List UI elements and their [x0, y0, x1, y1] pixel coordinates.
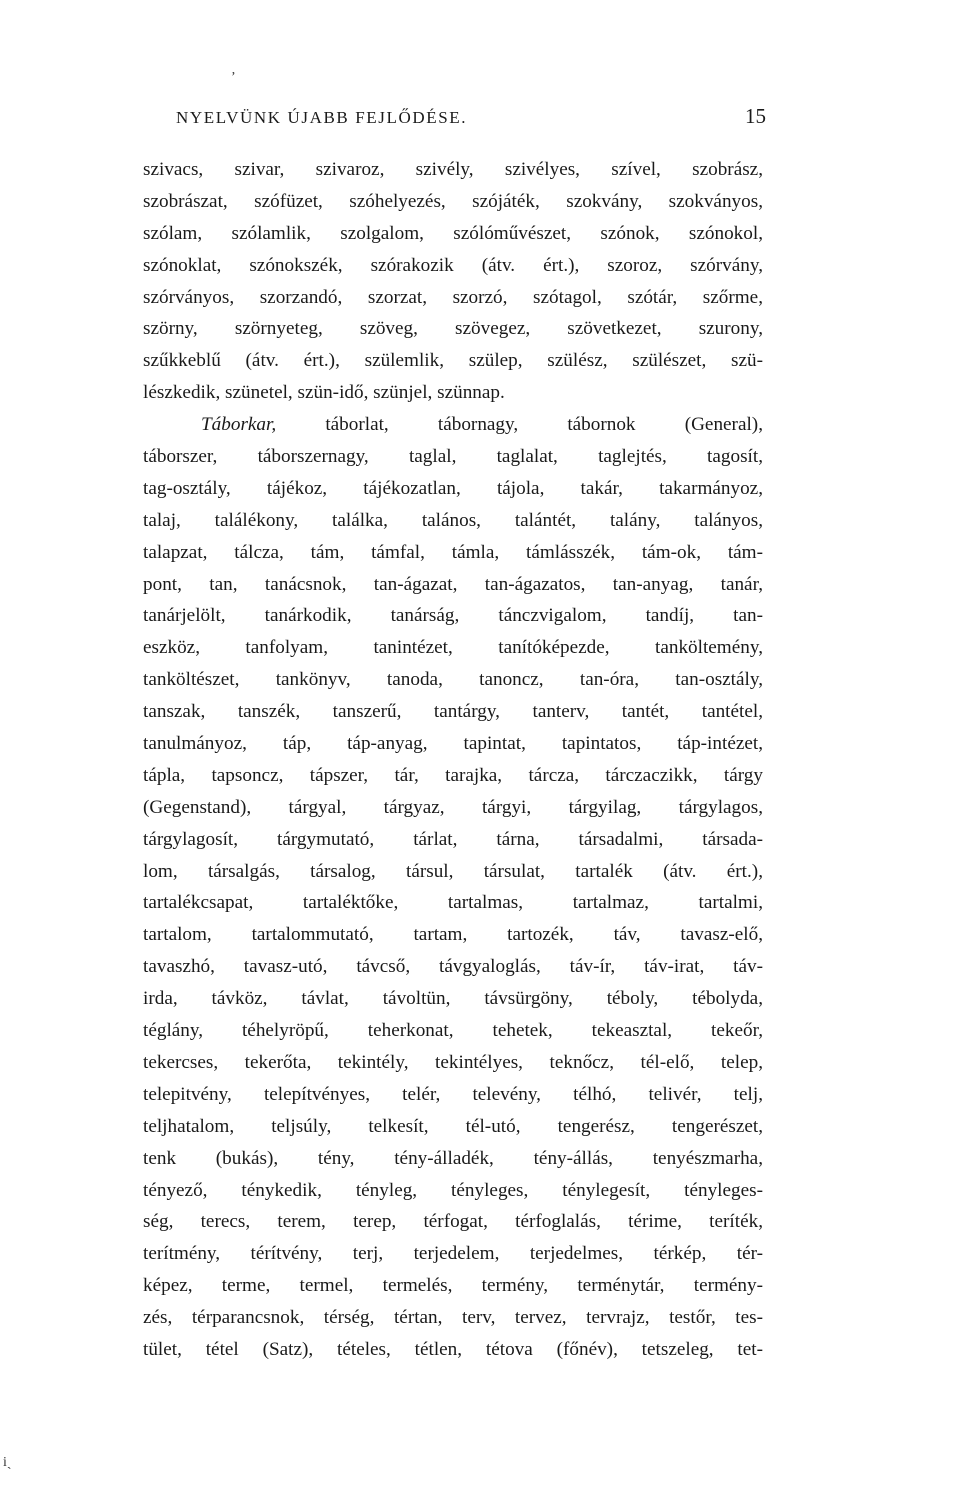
text-line: eszköz, tanfolyam, tanintézet, tanítóképezde, tanköltemény, — [143, 637, 763, 659]
text-line: szobrászat, szófüzet, szóhelyezés, szójáték, szokvány, szokványos, — [143, 190, 763, 212]
running-head: NYELVÜNK ÚJABB FEJLŐDÉSE. — [176, 108, 468, 127]
text-line: tag-osztály, tájékoz, tájékozatlan, tájola, takár, takarmányoz, — [143, 477, 763, 499]
paragraph-start-line — [143, 409, 763, 441]
text-line: tárgylagosít, tárgymutató, tárlat, tárna, társadalmi, társada- — [143, 828, 763, 850]
text-line: tület, tétel (Satz), tételes, tétlen, tétova (főnév), tetszeleg, tet- — [143, 1338, 763, 1360]
text-line: szivacs, szivar, szivaroz, szivély, szivélyes, szível, szobrász, — [143, 159, 763, 180]
text-line: szörny, szörnyeteg, szöveg, szövegez, szövetkezet, szurony, — [143, 318, 763, 340]
text-line: szólam, szólamlik, szolgalom, szólóművészet, szónok, szónokol, — [143, 222, 763, 244]
page-number: 15 — [745, 104, 766, 128]
margin-speck: iˎ — [3, 1455, 12, 1470]
text-line: tenk (bukás), tény, tény-álladék, tény-állás, tenyészmarha, — [143, 1147, 763, 1169]
text-line: zés, térparancsnok, térség, tértan, terv, tervez, tervrajz, testőr, tes- — [143, 1307, 763, 1329]
text-line: talaj, találékony, találka, talános, talántét, talány, talányos, — [143, 509, 763, 531]
text-line: talapzat, tálcza, tám, támfal, támla, támlásszék, tám-ok, tám- — [143, 541, 763, 563]
text-line: tényező, ténykedik, tényleg, tényleges, ténylegesít, tényleges- — [143, 1179, 763, 1201]
text-span: táborlat, tábornagy, tábornok (General), — [276, 414, 763, 436]
text-line: tanszak, tanszék, tanszerű, tantárgy, tanterv, tantét, tantétel, — [143, 701, 763, 723]
text-line: tekercses, tekerőta, tekintély, tekintélyes, teknőcz, tél-elő, telep, — [143, 1051, 763, 1073]
top-speck: ’ — [231, 70, 236, 85]
text-line: telepitvény, telepítvényes, telér, televény, télhó, telivér, telj, — [143, 1083, 763, 1105]
text-line: ség, terecs, terem, terep, térfogat, térfoglalás, térime, teríték, — [143, 1211, 763, 1233]
text-line: szűkkeblű (átv. ért.), szülemlik, szülep, szülész, szülészet, szü- — [143, 350, 763, 372]
text-line: szónoklat, szónokszék, szórakozik (átv. ért.), szoroz, szórvány, — [143, 254, 763, 276]
text-line: irda, távköz, távlat, távoltün, távsürgöny, téboly, tébolyda, — [143, 988, 763, 1010]
text-line: szórványos, szorzandó, szorzat, szorzó, szótagol, szótár, szőrme, — [143, 286, 763, 308]
text-line: teljhatalom, teljsúly, telkesít, tél-utó, tengerész, tengerészet, — [143, 1115, 763, 1137]
text-line: tápla, tapsoncz, tápszer, tár, tarajka, tárcza, tárczaczikk, tárgy — [143, 764, 763, 786]
text-line: tavaszhó, tavasz-utó, távcső, távgyaloglás, táv-ír, táv-irat, táv- — [143, 956, 763, 978]
text-line: képez, terme, termel, termelés, termény, terménytár, termény- — [143, 1275, 763, 1297]
text-line: lom, társalgás, társalog, társul, társulat, tartalék (átv. ért.), — [143, 860, 763, 882]
text-line: tartalékcsapat, tartaléktőke, tartalmas, tartalmaz, tartalmi, — [143, 892, 763, 914]
text-line: tartalom, tartalommutató, tartam, tartozék, táv, tavasz-elő, — [143, 924, 763, 946]
text-line: (Gegenstand), tárgyal, tárgyaz, tárgyi, tárgyilag, tárgylagos, — [143, 796, 763, 818]
text-line: tanulmányoz, táp, táp-anyag, tapintat, tapintatos, táp-intézet, — [143, 733, 763, 755]
text-line: téglány, téhelyröpű, teherkonat, tehetek, tekeasztal, tekeőr, — [143, 1020, 763, 1042]
text-line: terítmény, térítvény, terj, terjedelem, terjedelmes, térkép, tér- — [143, 1243, 763, 1265]
body-text — [143, 154, 763, 1366]
headword-italic: Táborkar, — [201, 414, 277, 436]
text-line: tanköltészet, tankönyv, tanoda, tanoncz, tan-óra, tan-osztály, — [143, 669, 763, 691]
text-line: tanárjelölt, tanárkodik, tanárság, tánczvigalom, tandíj, tan- — [143, 605, 763, 627]
page-header — [176, 104, 766, 138]
text-line: táborszer, táborszernagy, taglal, taglalat, taglejtés, tagosít, — [143, 446, 763, 468]
text-line: lészkedik, szünetel, szün-idő, szünjel, szünnap. — [143, 382, 505, 404]
text-line: pont, tan, tanácsnok, tan-ágazat, tan-ágazatos, tan-anyag, tanár, — [143, 573, 763, 595]
